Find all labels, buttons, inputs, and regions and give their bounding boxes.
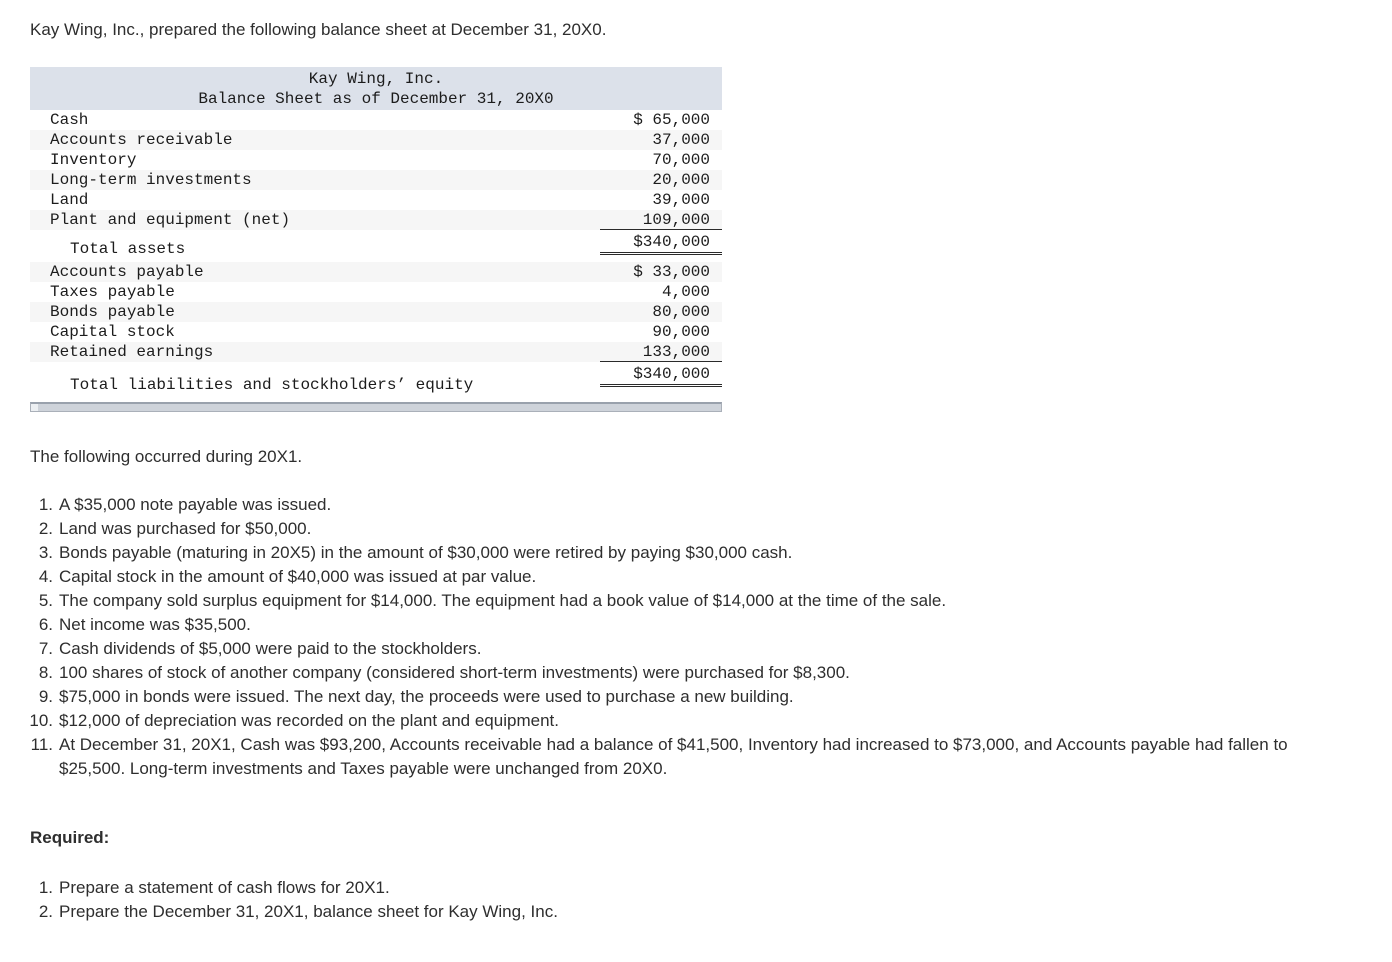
table-row-bonds-payable <box>30 302 722 322</box>
list-item-number: 2. <box>38 519 53 538</box>
list-item <box>22 661 1392 685</box>
row-label: Land <box>50 191 89 209</box>
list-item-text: At December 31, 20X1, Cash was $93,200, Accounts receivable had a balance of $41,500, Inventory had increased to $73,000, and Accounts payable had fallen to $25,500. Long-term investments and Taxes payable were unchanged from 20X0. <box>59 735 1288 778</box>
row-label: Capital stock <box>50 323 175 341</box>
row-amount: $ 65,000 <box>633 111 710 129</box>
row-amount: 109,000 <box>600 210 722 230</box>
table-row-retained-earnings <box>30 342 722 362</box>
row-amount: 80,000 <box>652 303 710 321</box>
list-item <box>22 517 1392 541</box>
list-item-number: 9. <box>38 687 53 706</box>
list-item <box>22 876 1392 900</box>
list-item-text: Cash dividends of $5,000 were paid to the stockholders. <box>59 639 482 658</box>
row-label: Inventory <box>50 151 137 169</box>
row-amount: 20,000 <box>652 171 710 189</box>
list-item-text: A $35,000 note payable was issued. <box>59 495 332 514</box>
list-item-number: 3. <box>38 543 53 562</box>
row-label: Accounts payable <box>50 263 204 281</box>
balance-sheet-table <box>30 67 722 398</box>
total-assets-amount: $340,000 <box>600 233 722 255</box>
row-label: Retained earnings <box>50 343 214 361</box>
row-amount: 37,000 <box>652 131 710 149</box>
row-label: Long-term investments <box>50 171 252 189</box>
list-item-number: 8. <box>38 663 53 682</box>
company-name: Kay Wing, Inc. <box>308 70 444 88</box>
list-item-text: Capital stock in the amount of $40,000 was issued at par value. <box>59 567 537 586</box>
list-item-text: Land was purchased for $50,000. <box>59 519 312 538</box>
row-label: Plant and equipment (net) <box>50 211 291 229</box>
horizontal-scrollbar <box>30 402 722 412</box>
table-row-plant-equipment <box>30 210 722 230</box>
list-item-text: 100 shares of stock of another company (considered short-term investments) were purchased for $8,300. <box>59 663 850 682</box>
list-item-number: 2. <box>38 902 53 921</box>
balance-sheet-header <box>30 67 722 110</box>
row-amount: $ 33,000 <box>633 263 710 281</box>
list-item <box>22 709 1392 733</box>
table-row-capital-stock <box>30 322 722 342</box>
events-list <box>22 493 1392 781</box>
list-item-text: Prepare a statement of cash flows for 20X1. <box>59 878 390 897</box>
row-label: Accounts receivable <box>50 131 233 149</box>
row-amount: 70,000 <box>652 151 710 169</box>
total-liabilities-amount: $340,000 <box>600 365 722 387</box>
required-list <box>22 876 1392 924</box>
list-item <box>22 589 1392 613</box>
table-row-land <box>30 190 722 210</box>
list-item-text: $12,000 of depreciation was recorded on the plant and equipment. <box>59 711 559 730</box>
list-item <box>22 565 1392 589</box>
total-assets-label: Total assets <box>70 240 186 258</box>
row-amount: 4,000 <box>661 283 710 301</box>
row-amount: 133,000 <box>600 342 722 362</box>
table-row-accounts-payable <box>30 262 722 282</box>
list-item-number: 4. <box>38 567 53 586</box>
list-item-number: 1. <box>38 878 53 897</box>
list-item-number: 10. <box>29 711 53 730</box>
list-item <box>22 733 1392 781</box>
list-item <box>22 541 1392 565</box>
row-amount: 39,000 <box>652 191 710 209</box>
list-item-text: The company sold surplus equipment for $14,000. The equipment had a book value of $14,000 at the time of the sale. <box>59 591 947 610</box>
list-item-number: 1. <box>38 495 53 514</box>
table-row-long-term-investments <box>30 170 722 190</box>
scrollbar-thumb[interactable] <box>38 404 721 411</box>
list-item-text: Net income was $35,500. <box>59 615 251 634</box>
list-item <box>22 900 1392 924</box>
required-heading: Required: <box>30 828 110 847</box>
list-item-number: 11. <box>30 735 53 754</box>
list-item-text: Prepare the December 31, 20X1, balance sheet for Kay Wing, Inc. <box>59 902 558 921</box>
list-item <box>22 637 1392 661</box>
events-intro-text: The following occurred during 20X1. <box>30 447 303 466</box>
table-row-cash <box>30 110 722 130</box>
list-item <box>22 493 1392 517</box>
list-item-number: 6. <box>38 615 53 634</box>
statement-title: Balance Sheet as of December 31, 20X0 <box>198 90 554 108</box>
row-amount: 90,000 <box>652 323 710 341</box>
total-liabilities-label: Total liabilities and stockholders’ equity <box>70 376 474 394</box>
list-item-number: 5. <box>38 591 53 610</box>
list-item-text: Bonds payable (maturing in 20X5) in the amount of $30,000 were retired by paying $30,000 cash. <box>59 543 793 562</box>
list-item-number: 7. <box>38 639 53 658</box>
total-liabilities-row <box>30 362 722 398</box>
list-item <box>22 685 1392 709</box>
row-label: Taxes payable <box>50 283 175 301</box>
list-item <box>22 613 1392 637</box>
table-row-inventory <box>30 150 722 170</box>
total-assets-row <box>30 230 722 262</box>
table-row-taxes-payable <box>30 282 722 302</box>
list-item-text: $75,000 in bonds were issued. The next day, the proceeds were used to purchase a new building. <box>59 687 794 706</box>
row-label: Cash <box>50 111 89 129</box>
problem-intro-text: Kay Wing, Inc., prepared the following balance sheet at December 31, 20X0. <box>30 20 607 39</box>
row-label: Bonds payable <box>50 303 175 321</box>
table-row-accounts-receivable <box>30 130 722 150</box>
